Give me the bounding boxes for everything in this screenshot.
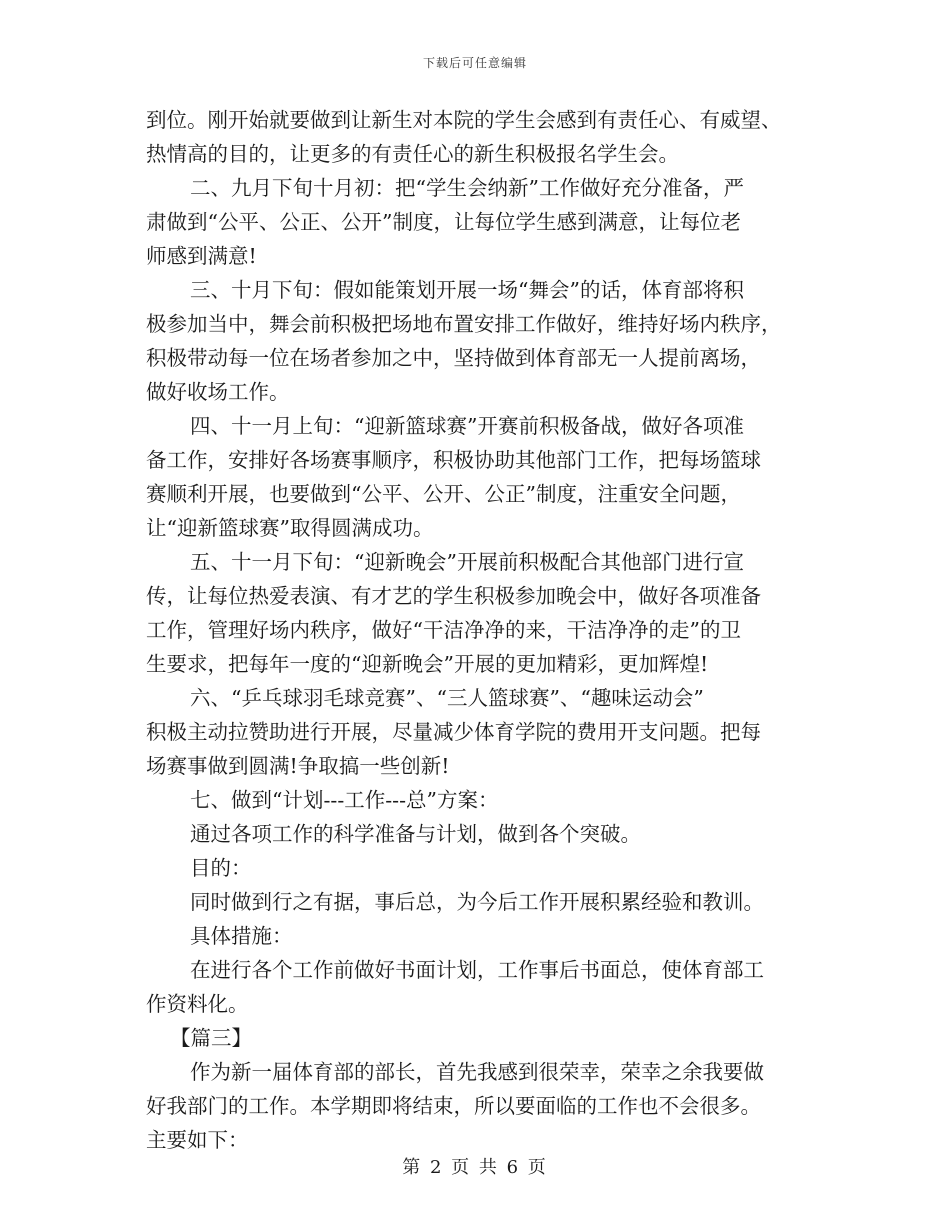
text-line: 具体措施：	[190, 924, 293, 948]
page-number-footer: 第 2 页 共 6 页	[402, 1157, 548, 1178]
text-line: 二、九月下旬十月初：把“学生会纳新”工作做好充分准备，严	[190, 176, 744, 200]
text-line: 热情高的目的，让更多的有责任心的新生积极报名学生会。	[146, 142, 679, 166]
text-line: 极参加当中，舞会前积极把场地布置安排工作做好，维持好场内秩序，	[146, 312, 782, 336]
text-line: 五、十一月下旬：“迎新晚会”开展前积极配合其他部门进行宣	[190, 550, 744, 574]
text-line: 主要如下：	[146, 1128, 249, 1152]
document-body	[146, 103, 806, 1157]
text-line: 到位。刚开始就要做到让新生对本院的学生会感到有责任心、有威望、	[146, 108, 782, 132]
text-line: 三、十月下旬：假如能策划开展一场“舞会”的话，体育部将积	[190, 278, 744, 302]
text-line: 工作，管理好场内秩序，做好“干洁净净的来，干洁净净的走”的卫	[146, 618, 741, 642]
text-line: 做好收场工作。	[146, 380, 290, 404]
text-line: 师感到满意!	[146, 244, 257, 268]
section-heading: 【篇三】	[170, 1026, 252, 1050]
text-line: 肃做到“公平、公正、公开”制度，让每位学生感到满意，让每位老	[146, 210, 741, 234]
text-line: 同时做到行之有据，事后总，为今后工作开展积累经验和教训。	[190, 890, 764, 914]
text-line: 积极主动拉赞助进行开展，尽量减少体育学院的费用开支问题。把每	[146, 720, 761, 744]
text-line: 在进行各个工作前做好书面计划，工作事后书面总，使体育部工	[190, 958, 764, 982]
text-line: 四、十一月上旬：“迎新篮球赛”开赛前积极备战，做好各项准	[190, 414, 744, 438]
text-line: 场赛事做到圆满!争取搞一些创新!	[146, 754, 450, 778]
text-line: 作为新一届体育部的部长，首先我感到很荣幸，荣幸之余我要做	[190, 1060, 764, 1084]
text-line: 让“迎新篮球赛”取得圆满成功。	[146, 516, 434, 540]
text-line: 积极带动每一位在场者参加之中，坚持做到体育部无一人提前离场，	[146, 346, 761, 370]
text-line: 六、“乒乓球羽毛球竞赛”、“三人篮球赛”、“趣味运动会”	[190, 686, 704, 710]
text-line: 七、做到“计划---工作---总”方案：	[190, 788, 499, 812]
text-line: 通过各项工作的科学准备与计划，做到各个突破。	[190, 822, 641, 846]
text-line: 目的：	[190, 856, 252, 880]
page-header-note: 下载后可任意编辑	[422, 56, 527, 70]
text-line: 赛顺利开展，也要做到“公平、公开、公正”制度，注重安全问题，	[146, 482, 741, 506]
text-line: 作资料化。	[146, 992, 249, 1016]
text-line: 备工作，安排好各场赛事顺序，积极协助其他部门工作，把每场篮球	[146, 448, 761, 472]
text-line: 好我部门的工作。本学期即将结束，所以要面临的工作也不会很多。	[146, 1094, 761, 1118]
text-line: 传，让每位热爱表演、有才艺的学生积极参加晚会中，做好各项准备	[146, 584, 761, 608]
text-line: 生要求，把每年一度的“迎新晚会”开展的更加精彩，更加辉煌!	[146, 652, 709, 676]
